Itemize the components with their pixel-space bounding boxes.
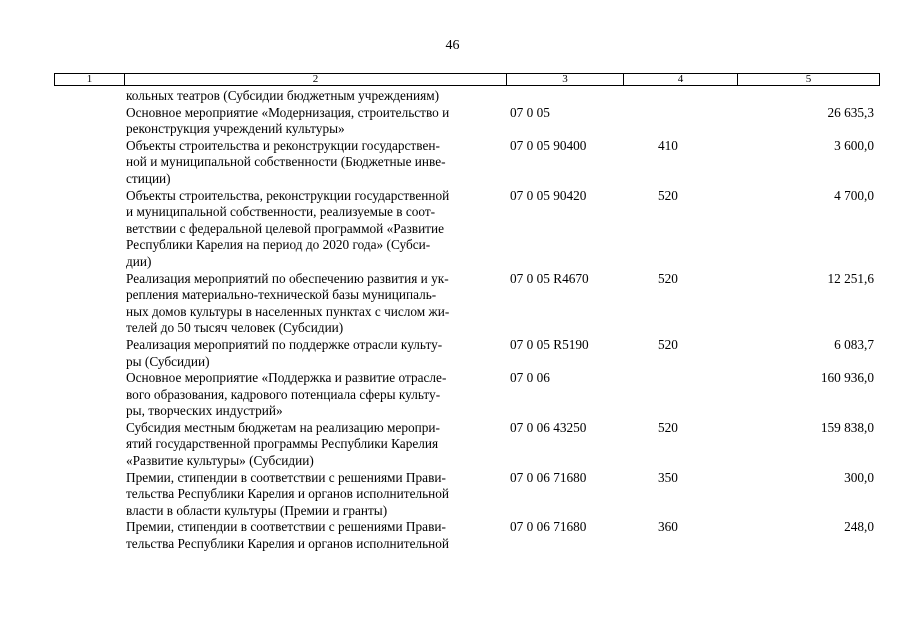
- row-amount: 4 700,0: [834, 187, 874, 203]
- row-code: 07 0 06 71680: [510, 469, 587, 485]
- row-description: Объекты строительства, реконструкции государственной и муниципальной собственности, реализуемые в соот- ветствии с федеральной целевой программой «Развитие Республики Карелия на период до 2020 года» (Субси- дии): [126, 187, 450, 269]
- row-code: 07 0 05 90400: [510, 137, 587, 153]
- row-description: Объекты строительства и реконструкции государствен- ной и муниципальной собственности (Бюджетные инве- стиции): [126, 137, 446, 186]
- row-description: Реализация мероприятий по обеспечению развития и ук- репления материально-технической базы муниципаль- ных домов культуры в населенных пунктах с числом жи- телей до 50 тысяч человек (Субсидии): [126, 270, 450, 336]
- table-row: [54, 337, 880, 370]
- table-body: [54, 88, 880, 553]
- table-row: [54, 271, 880, 337]
- row-description: Субсидия местным бюджетам на реализацию меропри- ятий государственной программы Республики Карелия «Развитие культуры» (Субсидии): [126, 419, 440, 469]
- page-number: 46: [445, 38, 460, 53]
- table-row: [54, 420, 880, 470]
- header-col-1: 1: [55, 74, 125, 85]
- row-amount: 3 600,0: [834, 137, 874, 153]
- row-amount: 300,0: [844, 469, 874, 485]
- row-type: 520: [658, 270, 678, 286]
- row-amount: 248,0: [844, 519, 874, 535]
- row-type: 520: [658, 419, 678, 435]
- row-code: 07 0 06: [510, 370, 550, 386]
- row-amount: 6 083,7: [834, 336, 874, 352]
- table-row: [54, 105, 880, 138]
- table-row: [54, 138, 880, 188]
- row-amount: 159 838,0: [820, 419, 874, 435]
- row-description: Реализация мероприятий по поддержке отрасли культу- ры (Субсидии): [126, 336, 443, 369]
- row-code: 07 0 05 R4670: [510, 270, 589, 286]
- row-type: 350: [658, 469, 678, 485]
- row-code: 07 0 05 R5190: [510, 336, 589, 352]
- row-code: 07 0 05: [510, 104, 550, 120]
- row-code: 07 0 06 43250: [510, 419, 587, 435]
- row-description: Основное мероприятие «Поддержка и развитие отрасле- вого образования, кадрового потенциала сферы культу- ры, творческих индустрий»: [126, 370, 447, 419]
- row-description: Основное мероприятие «Модернизация, строительство и реконструкция учреждений культуры»: [126, 104, 450, 137]
- header-col-5: 5: [805, 73, 812, 85]
- table-header: [54, 73, 880, 86]
- row-type: 520: [658, 336, 678, 352]
- row-description: Премии, стипендии в соответствии с решениями Прави- тельства Республики Карелия и органов исполнительной: [126, 519, 450, 552]
- header-col-2: 2: [125, 74, 507, 85]
- row-type: 520: [658, 187, 678, 203]
- row-type: 410: [658, 137, 678, 153]
- table-row: [54, 470, 880, 520]
- row-amount: 160 936,0: [820, 370, 874, 386]
- row-code: 07 0 05 90420: [510, 187, 587, 203]
- row-code: 07 0 06 71680: [510, 519, 587, 535]
- row-description: кольных театров (Субсидии бюджетным учреждениям): [126, 88, 440, 103]
- header-col-3: 3: [507, 74, 624, 85]
- row-type: 360: [658, 519, 678, 535]
- table-row: [54, 88, 880, 105]
- row-description: Премии, стипендии в соответствии с решениями Прави- тельства Республики Карелия и органов исполнительной власти в области культуры (Премии и гранты): [126, 469, 450, 518]
- row-amount: 12 251,6: [827, 270, 874, 286]
- table-row: [54, 188, 880, 271]
- header-col-4: 4: [624, 74, 738, 85]
- row-amount: 26 635,3: [827, 104, 874, 120]
- table-row: [54, 519, 880, 552]
- table-row: [54, 370, 880, 420]
